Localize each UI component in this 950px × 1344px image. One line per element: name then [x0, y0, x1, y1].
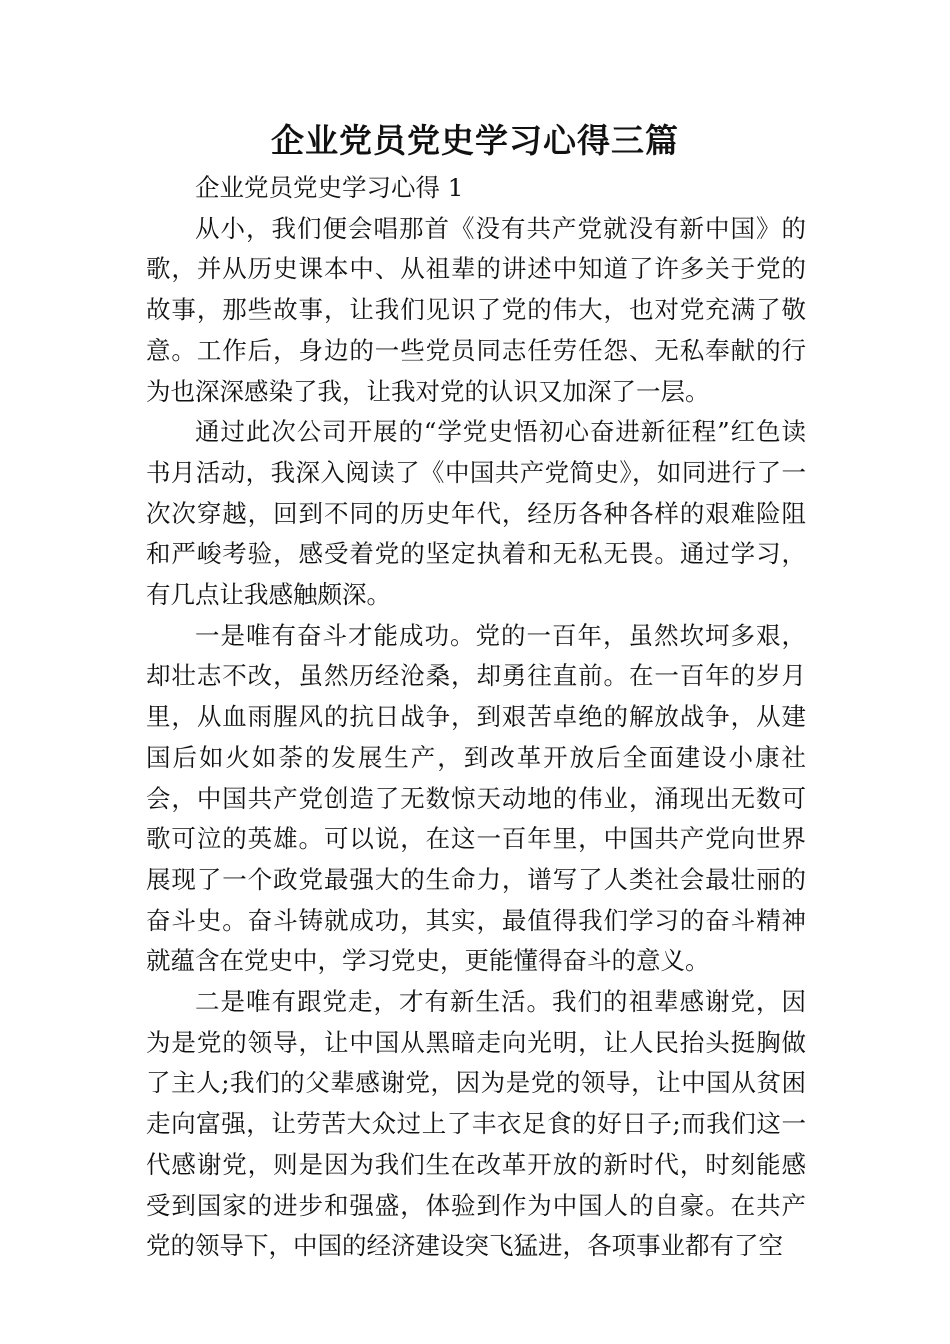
paragraph: 一是唯有奋斗才能成功。党的一百年，虽然坎坷多艰，却壮志不改，虽然历经沧桑，却勇往直前。在一百年的岁月里，从血雨腥风的抗日战争，到艰苦卓绝的解放战争，从建国后如火如荼的发展生产，到改革开放后全面建设小康社会，中国共产党创造了无数惊天动地的伟业，涌现出无数可歌可泣的英雄。可以说，在这一百年里，中国共产党向世界展现了一个政党最强大的生命力，谱写了人类社会最壮丽的奋斗史。奋斗铸就成功，其实，最值得我们学习的奋斗精神就蕴含在党史中，学习党史，更能懂得奋斗的意义。 [146, 620, 806, 976]
paragraph: 从小，我们便会唱那首《没有共产党就没有新中国》的歌，并从历史课本中、从祖辈的讲述中知道了许多关于党的故事，那些故事，让我们见识了党的伟大，也对党充满了敬意。工作后，身边的一些党员同志任劳任怨、无私奉献的行为也深深感染了我，让我对党的认识又加深了一层。 [146, 213, 806, 406]
paragraph: 二是唯有跟党走，才有新生活。我们的祖辈感谢党，因为是党的领导，让中国从黑暗走向光明，让人民抬头挺胸做了主人;我们的父辈感谢党，因为是党的领导，让中国从贫困走向富强，让劳苦大众过上了丰衣足食的好日子;而我们这一代感谢党，则是因为我们生在改革开放的新时代，时刻能感受到国家的进步和强盛，体验到作为中国人的自豪。在共产党的领导下，中国的经济建设突飞猛进，各项事业都有了空 [146, 987, 806, 1261]
paragraph: 通过此次公司开展的“学党史悟初心奋进新征程”红色读书月活动，我深入阅读了《中国共产党简史》，如同进行了一次次穿越，回到不同的历史年代，经历各种各样的艰难险阻和严峻考验，感受着党的坚定执着和无私无畏。通过学习，有几点让我感触颇深。 [146, 417, 806, 610]
document-title: 企业党员党史学习心得三篇 [271, 121, 679, 160]
section-subtitle: 企业党员党史学习心得 1 [195, 173, 464, 202]
document-body [146, 168, 806, 1267]
